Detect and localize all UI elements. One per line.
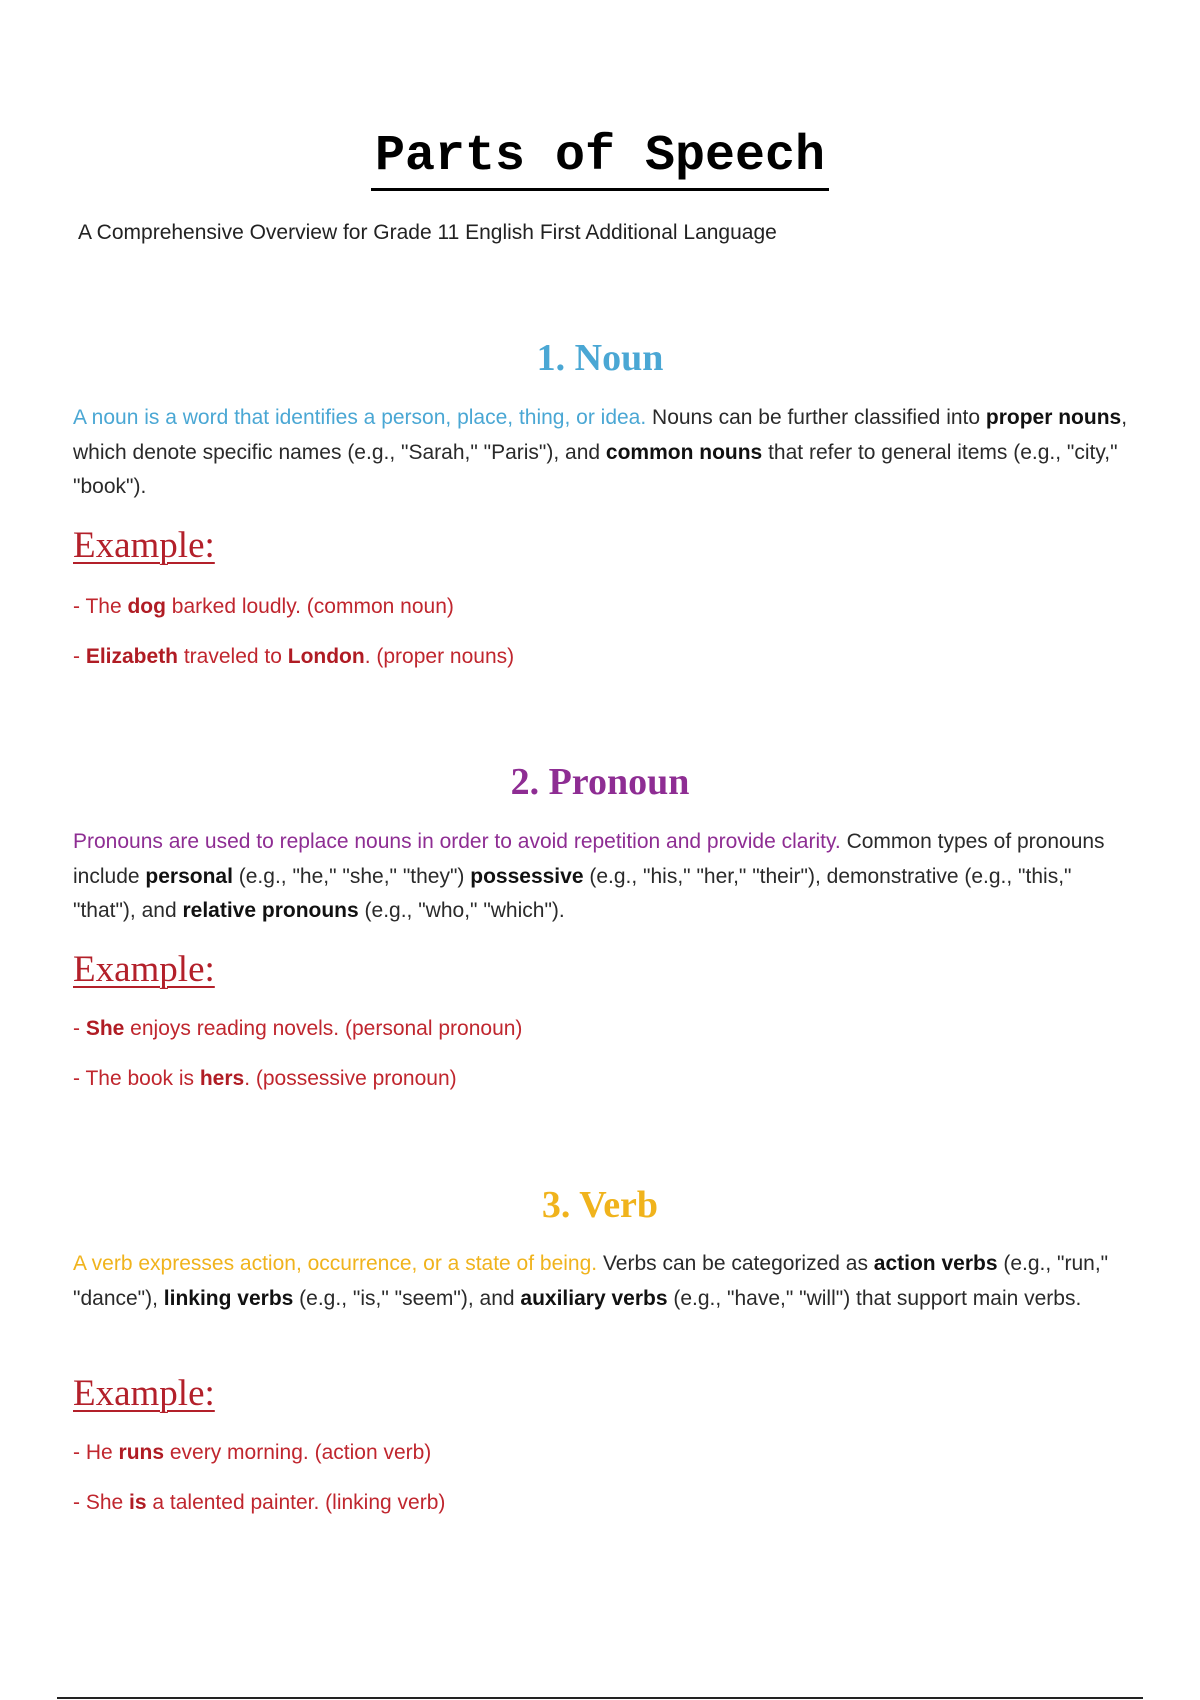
example-heading-noun: Example: (73, 525, 215, 566)
example-item (73, 1065, 457, 1093)
example-text: - (73, 1017, 86, 1040)
example-keyword: Elizabeth (85, 645, 179, 668)
pronoun-term-personal: personal (145, 864, 233, 888)
noun-term-proper: proper nouns (985, 406, 1122, 429)
example-item (73, 1015, 522, 1043)
example-keyword: She (85, 1017, 125, 1040)
example-heading-pronoun: Example: (73, 949, 215, 990)
noun-paragraph (73, 401, 1133, 505)
section-heading-verb: 3. Verb (541, 1184, 659, 1226)
verb-body-text: (e.g., "have," "will") that support main verbs. (667, 1286, 1082, 1310)
noun-body-text: that refer to general items (e.g., "city," "book"). (73, 440, 1118, 498)
document-subtitle: A Comprehensive Overview for Grade 11 English First Additional Language (78, 221, 777, 244)
example-text: - He (73, 1441, 119, 1464)
example-text: . (possessive pronoun) (244, 1067, 457, 1090)
verb-body-text: (e.g., "run," "dance"), (73, 1252, 1109, 1310)
noun-body-text: Nouns can be further classified into (646, 406, 986, 429)
section-heading-pronoun: 2. Pronoun (510, 761, 690, 803)
document-title-text: Parts of Speech (371, 128, 829, 191)
example-text: - (73, 645, 86, 668)
pronoun-paragraph (73, 825, 1133, 929)
example-item (73, 643, 514, 671)
noun-term-common: common nouns (605, 440, 763, 464)
example-item (73, 1439, 431, 1467)
example-text: - The (73, 595, 128, 618)
verb-paragraph (73, 1247, 1133, 1316)
example-text: - The book is (73, 1067, 200, 1090)
pronoun-term-relative: relative pronouns (182, 899, 359, 922)
section-heading-noun: 1. Noun (536, 337, 664, 379)
example-text: - She (73, 1491, 130, 1514)
example-text: a talented painter. (linking verb) (146, 1491, 446, 1514)
verb-body-text: (e.g., "is," "seem"), and (293, 1286, 521, 1310)
example-text: traveled to (178, 645, 288, 668)
document-title (0, 128, 1200, 191)
verb-body-text: Verbs can be categorized as (597, 1252, 874, 1275)
example-heading-verb: Example: (73, 1373, 215, 1414)
verb-definition: A verb expresses action, occurrence, or a state of being. (73, 1252, 598, 1275)
example-item (73, 593, 454, 621)
bottom-divider (57, 1697, 1143, 1699)
example-keyword: London (287, 645, 365, 668)
example-keyword: runs (118, 1441, 165, 1464)
example-item (73, 1489, 445, 1517)
example-text: . (proper nouns) (364, 645, 515, 668)
pronoun-definition: Pronouns are used to replace nouns in order to avoid repetition and provide clarity. (73, 830, 841, 853)
example-text: every morning. (action verb) (164, 1441, 432, 1464)
example-text: barked loudly. (common noun) (165, 595, 454, 618)
example-keyword: hers (199, 1067, 245, 1090)
pronoun-body-text: Common types of pronouns include (73, 830, 1105, 888)
example-text: enjoys reading novels. (personal pronoun) (124, 1017, 523, 1040)
verb-term-linking: linking verbs (163, 1286, 294, 1310)
example-keyword: is (129, 1491, 147, 1514)
example-keyword: dog (127, 595, 166, 618)
pronoun-term-possessive: possessive (470, 864, 584, 888)
verb-term-action: action verbs (873, 1252, 998, 1275)
pronoun-body-text: (e.g., "he," "she," "they") (232, 864, 471, 888)
verb-term-auxiliary: auxiliary verbs (520, 1286, 668, 1310)
noun-body-text: , which denote specific names (e.g., "Sarah," "Paris"), and (73, 406, 1128, 464)
pronoun-body-text: (e.g., "his," "her," "their"), demonstrative (e.g., "this," "that"), and (73, 864, 1072, 922)
noun-definition: A noun is a word that identifies a person, place, thing, or idea. (73, 406, 647, 429)
pronoun-body-text: (e.g., "who," "which"). (358, 899, 565, 922)
